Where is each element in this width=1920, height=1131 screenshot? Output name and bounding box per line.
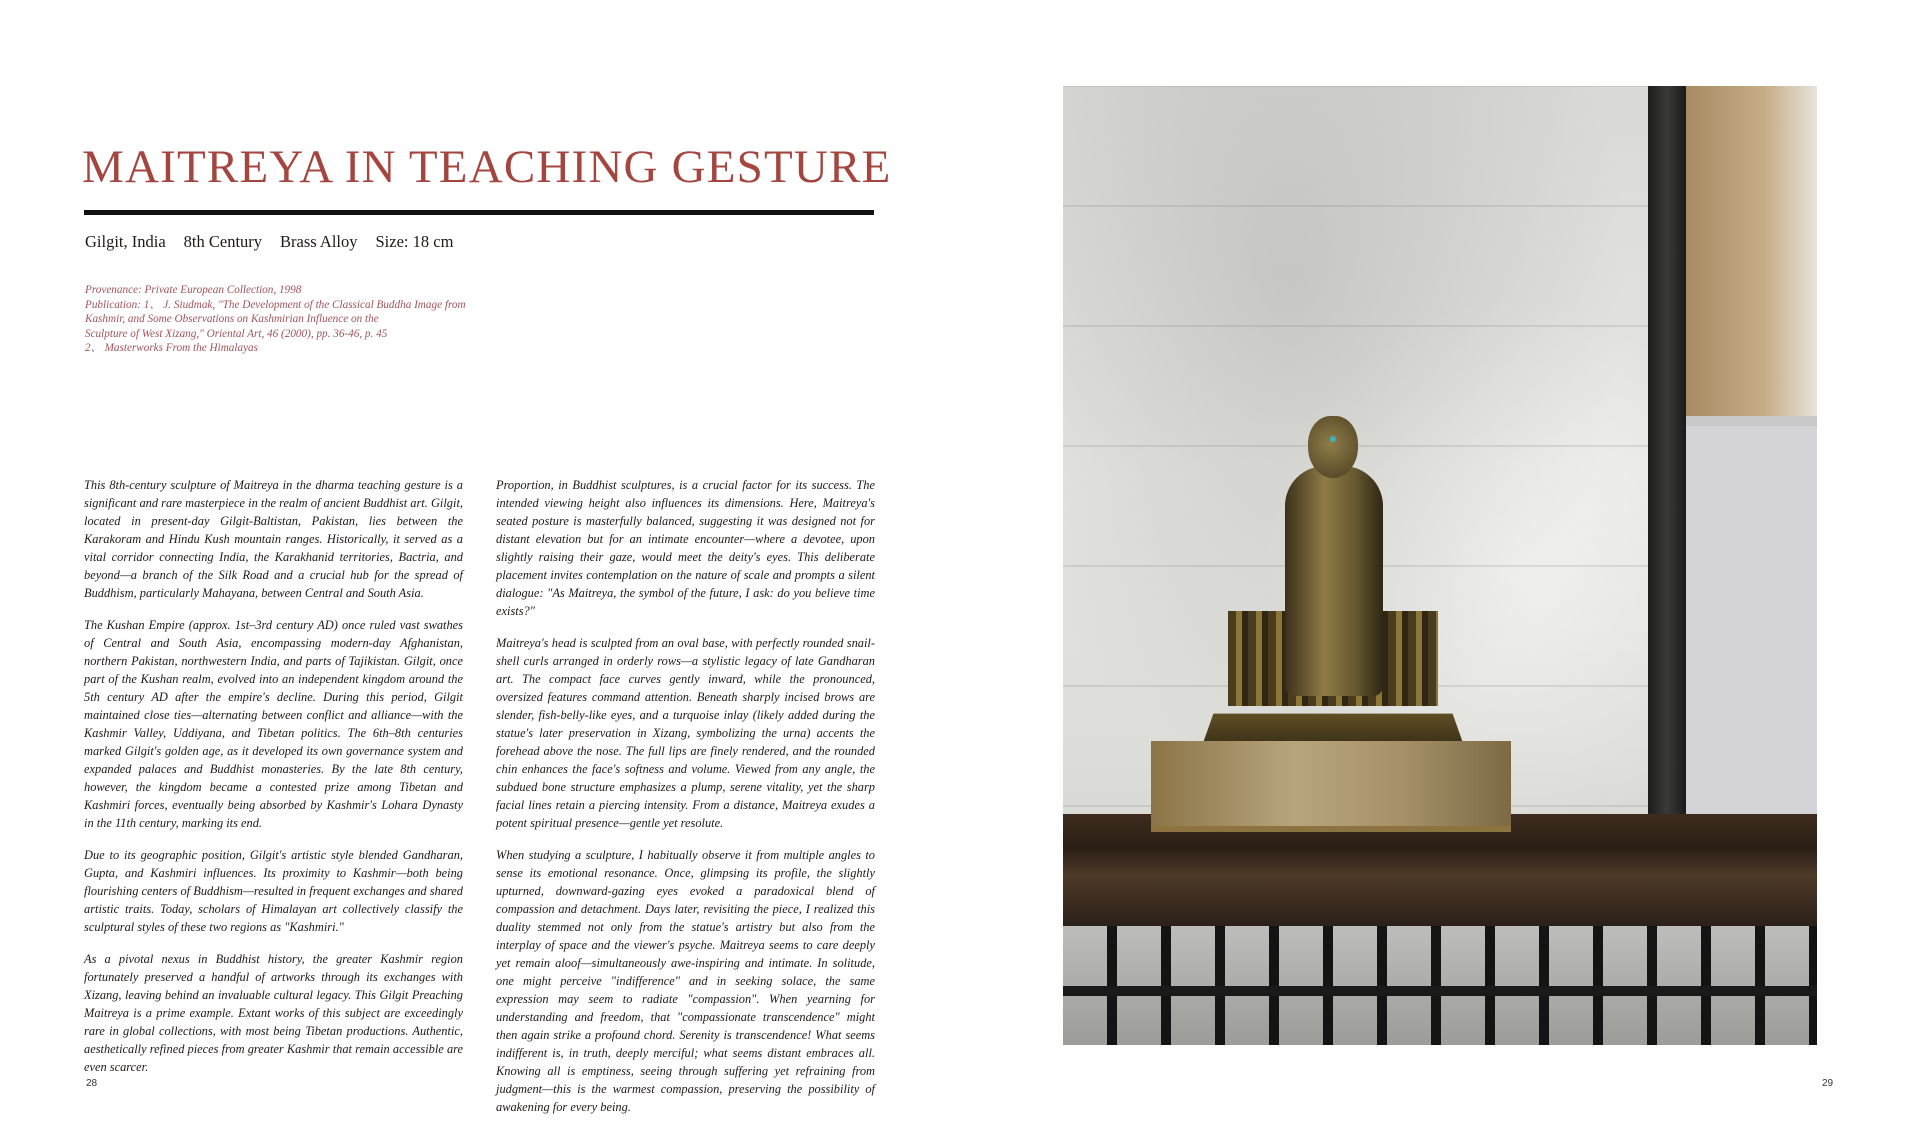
title-divider — [84, 210, 874, 215]
provenance-block — [85, 283, 485, 356]
maitreya-sculpture-photo — [1063, 86, 1817, 1045]
grey-panel — [1686, 426, 1817, 826]
paragraph: The Kushan Empire (approx. 1st–3rd century AD) once ruled vast swathes of Central and South Asia, encompassing modern-day Afghanistan, northern Pakistan, northwestern India, and parts of Tajikistan. Gilgit, once part of the Kushan realm, evolved into an independent kingdom around the 5th century AD after the empire's decline. During this period, Gilgit maintained close ties—alternating between conflict and alliance—with the Kashmir Valley, Uddiyana, and Tibetan politics. The 6th–8th centuries marked Gilgit's golden age, as it developed its own governance system and expanded palaces and Buddhist monasteries. By the late 8th century, however, the kingdom became a contested prize among Tibetan and Kashmiri forces, eventually being absorbed by Kashmir's Lohara Dynasty in the 11th century, marking its end. — [84, 618, 463, 830]
page-number-right: 29 — [1822, 1078, 1834, 1089]
publication-line: Kashmir, and Some Observations on Kashmirian Influence on the — [85, 313, 379, 326]
meta-period: 8th Century — [183, 232, 263, 251]
publication-line: 2、 Masterworks From the Himalayas — [85, 342, 258, 355]
paragraph: As a pivotal nexus in Buddhist history, the greater Kashmir region fortunately preserved a handful of artworks through its exchanges with Xizang, leaving behind an invaluable cultural legacy. This Gilgit Preaching Maitreya is a prime example. Extant works of this subject are exceedingly rare in global collections, with most being Tibetan productions. Authentic, aesthetically refined pieces from greater Kashmir that remain accessible are even scarcer. — [84, 952, 463, 1074]
tan-panel — [1686, 86, 1817, 416]
paragraph: When studying a sculpture, I habitually observe it from multiple angles to sense its emotional resonance. Once, glimpsing its profile, the slightly upturned, downward-gazing eyes evoked a paradoxical blend of compassion and detachment. Days later, revisiting the piece, I realized this duality stemmed not only from the statue's artistry but also from the interplay of space and the viewer's psyche. Maitreya seems to care deeply yet remain aloof—simultaneously awe-inspiring and intimate. In solitude, one might perceive "indifference" and in seeking solace, the same expression may seem to radiate "compassion". When yearning for understanding and freedom, that "compassionate transcendence" might then again strike a profound chord. Serenity is transcendence! What seems indifferent is, in truth, deeply merciful; what seems distant embraces all. Knowing all is emptiness, seeing through suffering yet refraining from judgment—this is the warmest compassion, preserving the possibility of awakening for every being. — [496, 848, 875, 1114]
paragraph: Proportion, in Buddhist sculptures, is a crucial factor for its success. The intended viewing height also influences its dimensions. Here, Maitreya's seated posture is masterfully balanced, suggesting it was designed not for distant elevation but for an intimate encounter—where a devotee, upon slightly raising their gaze, would meet the deity's eyes. This deliberate placement invites contemplation on the nature of scale and prompts a silent dialogue: "As Maitreya, the symbol of the future, I ask: do you believe time exists?" — [496, 478, 875, 618]
page-number-left: 28 — [86, 1078, 98, 1089]
meta-size: Size: 18 cm — [375, 232, 454, 251]
provenance-line: Provenance: Private European Collection, 1998 — [85, 284, 302, 296]
panel-bar — [1686, 416, 1817, 426]
text-column-right — [496, 476, 875, 1130]
figure-head — [1308, 416, 1358, 478]
publication-line: Sculpture of West Xizang," Oriental Art, 46 (2000), pp. 36-46, p. 45 — [85, 327, 388, 340]
turquoise-urna — [1330, 436, 1336, 442]
text-column-left — [84, 476, 463, 1090]
artwork-meta — [85, 232, 453, 252]
brass-pedestal — [1151, 741, 1511, 832]
seated-figure — [1285, 466, 1383, 696]
page-title: MAITREYA IN TEACHING GESTURE — [82, 141, 892, 193]
meta-material: Brass Alloy — [280, 232, 358, 251]
meta-origin: Gilgit, India — [85, 232, 166, 251]
paragraph: Due to its geographic position, Gilgit's artistic style blended Gandharan, Gupta, and Kashmiri influences. Its proximity to Kashmir—both being flourishing centers of Buddhism—resulted in frequent exchanges and shared artistic traits. Today, scholars of Himalayan art collectively classify the sculptural styles of these two regions as "Kashmiri." — [84, 848, 463, 934]
railing-bar — [1063, 986, 1817, 996]
publication-line: Publication: 1、 J. Siudmak, "The Development of the Classical Buddha Image from — [85, 298, 466, 311]
dark-post — [1648, 86, 1686, 816]
paragraph: Maitreya's head is sculpted from an oval base, with perfectly rounded snail-shell curls arranged in orderly rows—a stylistic legacy of late Gandharan art. The compact face curves gently inward, while the pronounced, oversized features command attention. Beneath sharply incised brows are slender, fish-belly-like eyes, and a turquoise inlay (likely added during the statue's later preservation in Xizang, symbolizing the urna) accents the forehead above the nose. The full lips are finely rendered, and the rounded chin enhances the face's softness and volume. Viewed from any angle, the subdued bone structure emphasizes a plump, serene vitality, yet the sharp facial lines retain a piercing intensity. From a distance, Maitreya exudes a potent spiritual presence—gentle yet resolute. — [496, 636, 875, 830]
paragraph: This 8th-century sculpture of Maitreya in the dharma teaching gesture is a significant and rare masterpiece in the realm of ancient Buddhist art. Gilgit, located in present-day Gilgit-Baltistan, Pakistan, lies between the Karakoram and Hindu Kush mountain ranges. Historically, it served as a vital corridor connecting India, the Karakhanid territories, Bactria, and beyond—a branch of the Silk Road and a crucial hub for the spread of Buddhism, particularly Mahayana, between Central and South Asia. — [84, 478, 463, 600]
